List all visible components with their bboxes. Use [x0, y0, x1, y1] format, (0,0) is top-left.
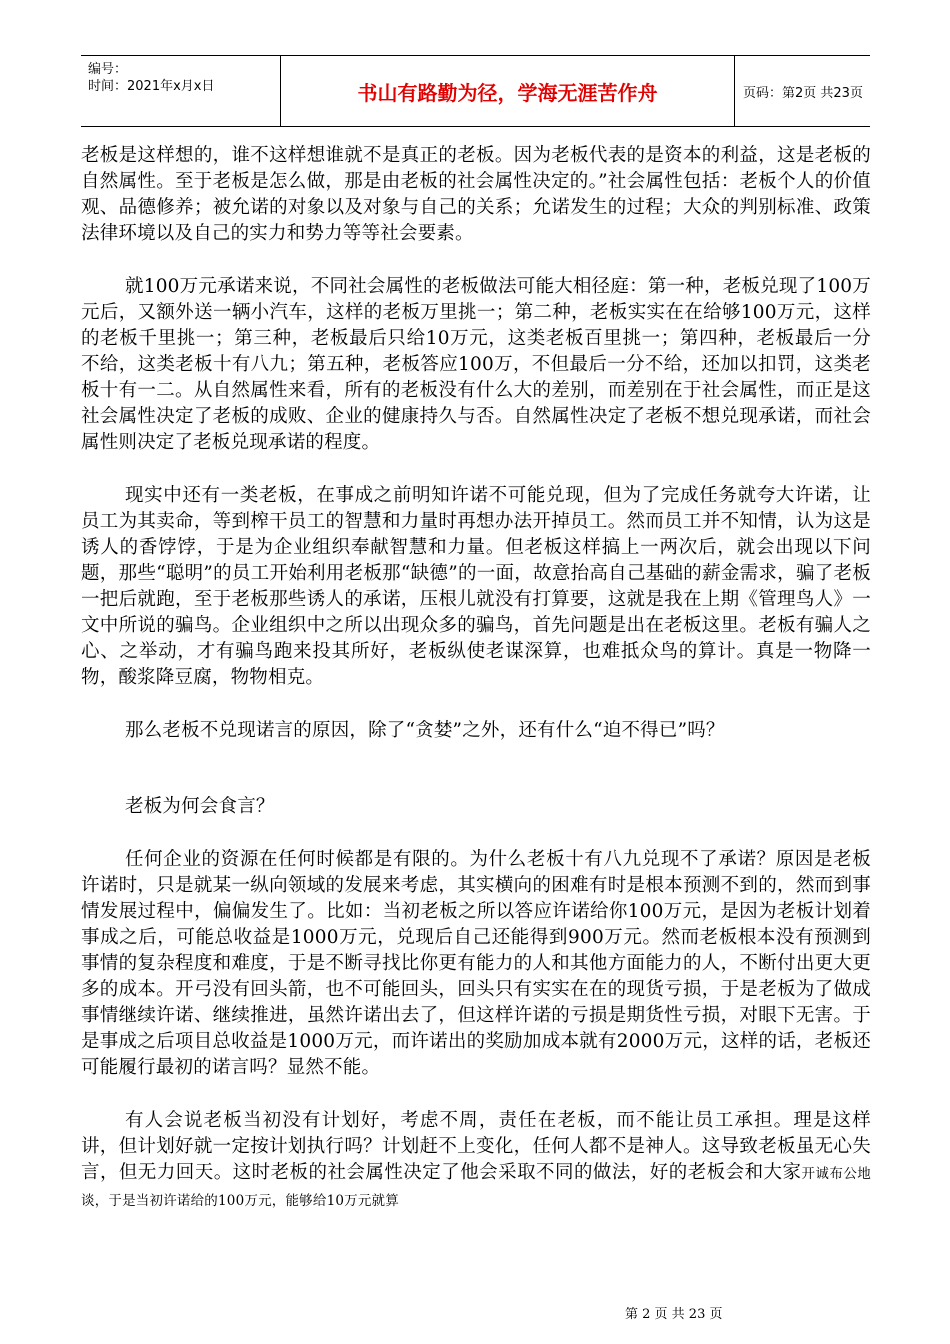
section-heading: 老板为何会食言？: [125, 796, 275, 817]
paragraph-text: 有人会说老板当初没有计划好，考虑不周，责任在老板，而不能让员工承担。理是这样讲，但计划好就一定按计划执行吗？计划赶不上变化，任何人都不是神人。这导致老板虽无心失言，但无力回天。这时老板的社会属性决定了他会采取不同的做法，好的老板会和大家: [81, 1110, 871, 1183]
paragraph: 就100万元承诺来说，不同社会属性的老板做法可能大相径庭：第一种，老板兑现了100万元后，又额外送一辆小汽车，这样的老板万里挑一；第二种，老板实实在在给够100万元，这样的老板千里挑一；第三种，老板最后只给10万元，这类老板百里挑一；第四种，老板最后一分不给，这类老板十有八九；第五种，老板答应100万，不但最后一分不给，还加以扣罚，这类老板十有一二。从自然属性来看，所有的老板没有什么大的差别，而差别在于社会属性，而正是这社会属性决定了老板的成败、企业的健康持久与否。自然属性决定了老板不想兑现承诺，而社会属性则决定了老板兑现承诺的程度。: [81, 276, 871, 453]
header-table: [81, 55, 870, 127]
page-footer: 第 2 页 共 23 页: [625, 1307, 723, 1322]
header-meta: [81, 56, 281, 126]
number-label: 编号：: [88, 62, 128, 77]
header-motto: 书山有路勤为径，学海无涯苦作舟: [281, 56, 735, 126]
header-page-info: 页码：第2页 共23页: [743, 85, 863, 101]
paragraph: 现实中还有一类老板，在事成之前明知许诺不可能兑现，但为了完成任务就夸大许诺，让员工为其卖命，等到榨干员工的智慧和力量时再想办法开掉员工。然而员工并不知情，认为这是诱人的香饽饽，于是为企业组织奉献智慧和力量。但老板这样搞上一两次后，就会出现以下问题，那些“聪明”的员工开始利用老板那“缺德”的一面，故意抬高自己基础的薪金需求，骗了老板一把后就跑，至于老板那些诱人的承诺，压根儿就没有打算要，这就是我在上期《管理鸟人》一文中所说的骗鸟。企业组织中之所以出现众多的骗鸟，首先问题是出在老板这里。老板有骗人之心、之举动，才有骗鸟跑来投其所好，老板纵使老谋深算，也难抵众鸟的算计。真是一物降一物，酸浆降豆腐，物物相克。: [81, 485, 871, 688]
paragraph: 那么老板不兑现诺言的原因，除了“贪婪”之外，还有什么“迫不得已”吗？: [125, 720, 725, 741]
paragraph-tail: 开诚布公地谈，于是当初许诺给的100万元，能够给10万元就算: [81, 1166, 872, 1209]
time-label: 时间：2021年x月x日: [88, 79, 215, 94]
paragraph: [81, 1108, 871, 1214]
paragraph: 任何企业的资源在任何时候都是有限的。为什么老板十有八九兑现不了承诺？原因是老板许诺时，只是就某一纵向领域的发展来考虑，其实横向的困难有时是根本预测不到的，然而到事情发展过程中，偏偏发生了。比如：当初老板之所以答应许诺给你100万元，是因为老板计划着事成之后，可能总收益是1000万元，兑现后自己还能得到900万元。然而老板根本没有预测到事情的复杂程度和难度，于是不断寻找比你更有能力的人和其他方面能力的人，不断付出更大更多的成本。开弓没有回头箭，也不可能回头，回头只有实实在在的现货亏损，于是老板为了做成事情继续许诺、继续推进，虽然许诺出去了，但这样许诺的亏损是期货性亏损，对眼下无害。于是事成之后项目总收益是1000万元，而许诺出的奖励加成本就有2000万元，这样的话，老板还可能履行最初的诺言吗？显然不能。: [81, 849, 871, 1078]
paragraph: 老板是这样想的，谁不这样想谁就不是真正的老板。因为老板代表的是资本的利益，这是老板的自然属性。至于老板是怎么做，那是由老板的社会属性决定的。”社会属性包括：老板个人的价值观、品德修养；被允诺的对象以及对象与自己的关系；允诺发生的过程；大众的判别标准、政策法律环境以及自己的实力和势力等等社会要素。: [81, 145, 871, 244]
document-body: [81, 143, 871, 1214]
